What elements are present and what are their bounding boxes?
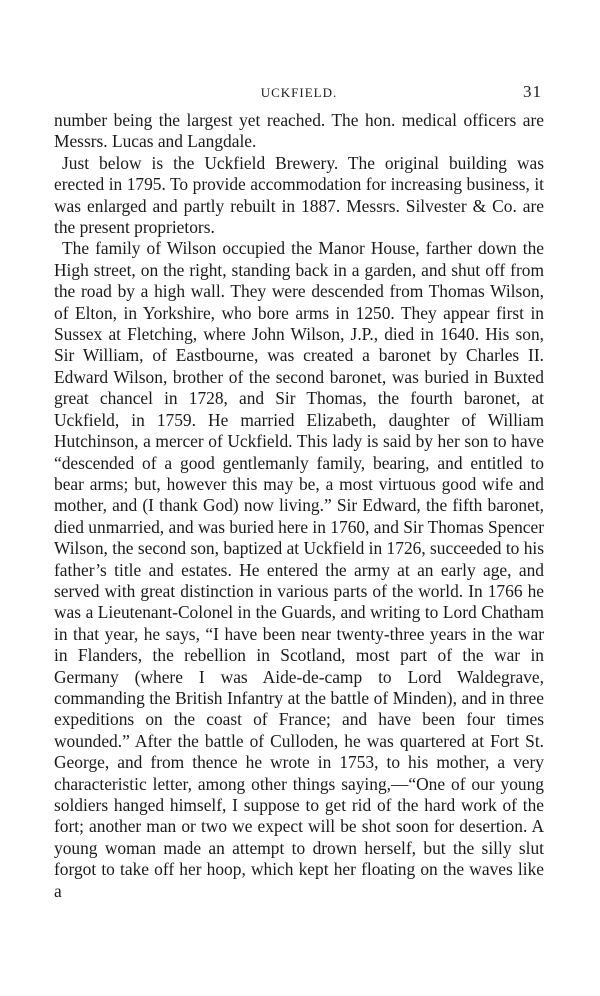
page-number: 31	[523, 82, 542, 101]
running-head	[54, 82, 544, 106]
book-page	[54, 82, 544, 902]
paragraph-wilson-family: The family of Wilson occupied the Manor House, farther down the High street, on the right, standing back in a garden, and shut off from the road by a high wall. They were descended from Thomas Wilson, of Elton, in Yorkshire, who bore arms in 1250. They appear first in Sussex at Fletching, where John Wilson, J.P., died in 1640. His son, Sir William, of Eastbourne, was created a baronet by Charles II. Edward Wilson, brother of the second baronet, was buried in Buxted great chancel in 1728, and Sir Thomas, the fourth baronet, at Uckfield, in 1759. He married Elizabeth, daughter of William Hutchinson, a mercer of Uckfield. This lady is said by her son to have “descended of a good gentlemanly family, bearing, and entitled to bear arms; but, however this may be, a most virtuous good wife and mother, and (I thank God) now living.” Sir Edward, the fifth baronet, died unmarried, and was buried here in 1760, and Sir Thomas Spencer Wilson, the second son, baptized at Uckfield in 1726, succeeded to his father’s title and estates. He entered the army at an early age, and served with great distinction in various parts of the world. In 1766 he was a Lieutenant-Colonel in the Guards, and writing to Lord Chatham in that year, he says, “I have been near twenty-three years in the war in Flanders, the rebellion in Scotland, most part of the war in Germany (where I was Aide-de-camp to Lord Waldegrave, commanding the British Infantry at the battle of Minden), and in three expeditions on the coast of France; and have been four times wounded.” After the battle of Culloden, he was quartered at Fort St. George, and from thence he wrote in 1753, to his mother, a very characteristic letter, among other things saying,—“One of our young soldiers hanged himself, I suppose to get rid of the hard work of the fort; another man or two we expect will be shot soon for desertion. A young woman made an attempt to drown herself, but the silly slut forgot to take off her hoop, which kept her floating on the waves like a	[54, 238, 544, 901]
paragraph-brewery: Just below is the Uckfield Brewery. The original building was erected in 1795. To provide accommodation for increasing business, it was enlarged and partly rebuilt in 1887. Messrs. Silvester & Co. are the present proprietors.	[54, 152, 544, 238]
running-title: UCKFIELD.	[260, 85, 338, 100]
paragraph-continuation: number being the largest yet reached. The hon. medical officers are Messrs. Lucas and Langdale.	[54, 110, 544, 152]
body-text	[54, 110, 544, 902]
